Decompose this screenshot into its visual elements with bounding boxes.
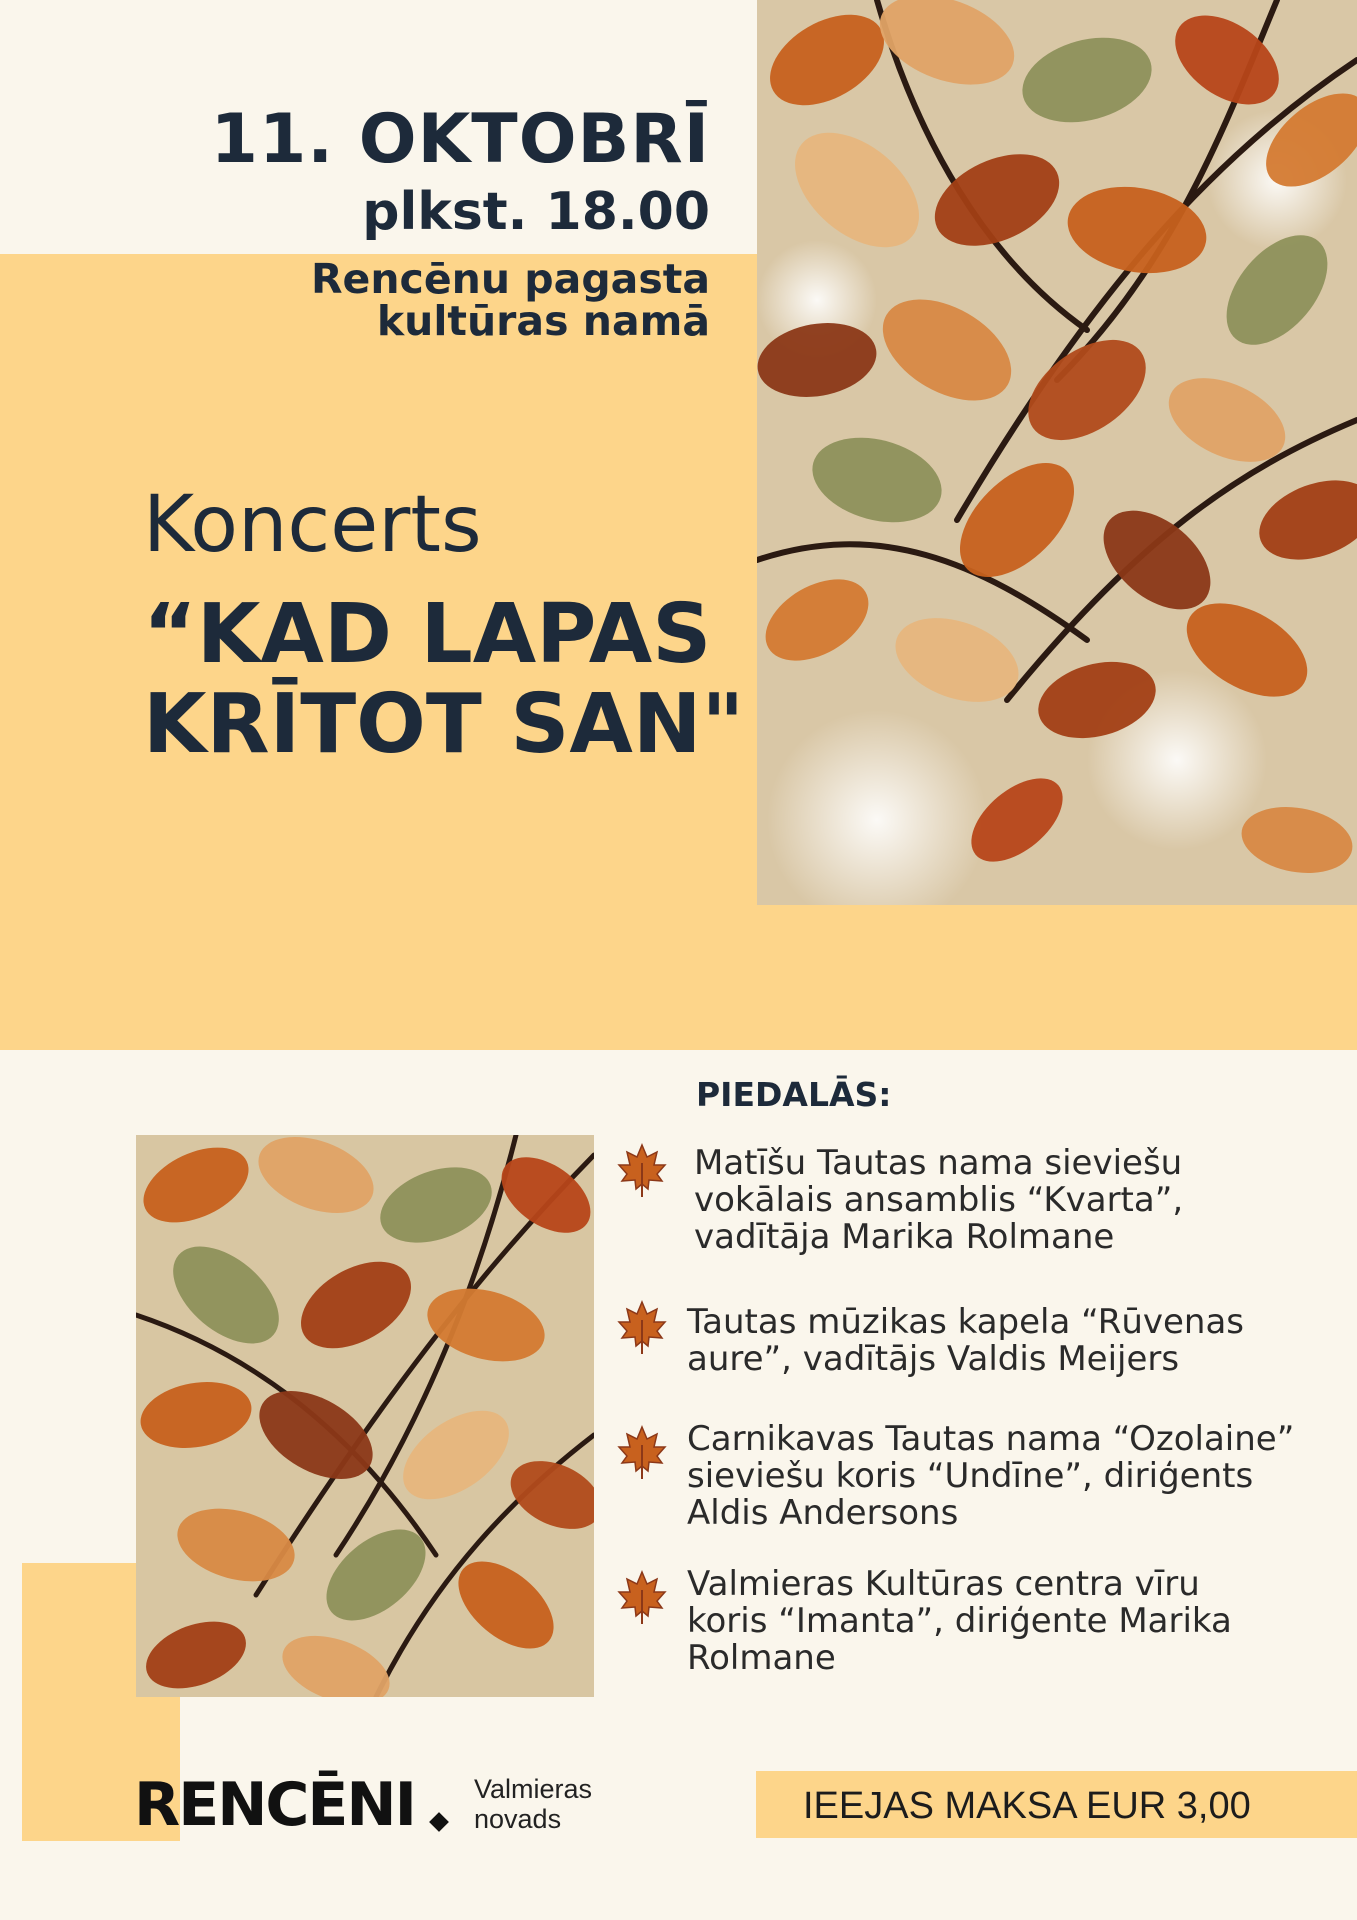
autumn-leaves-image [136,1135,594,1697]
autumn-leaves-image [757,0,1357,905]
title-line-2: KRĪTOT SAN" [143,677,745,772]
list-item [617,1419,1295,1533]
event-time: plkst. 18.00 [362,182,710,242]
region-name: Valmieras novads [474,1774,593,1834]
participants-heading: PIEDALĀS: [696,1075,892,1114]
event-type: Koncerts [143,480,482,570]
maple-leaf-icon [617,1425,667,1481]
list-item [617,1564,1232,1678]
maple-leaf-icon [617,1143,667,1199]
logo-diamond-icon [429,1812,449,1832]
entry-price: IEEJAS MAKSA EUR 3,00 [803,1785,1251,1827]
autumn-leaves-photo-main [757,0,1357,905]
autumn-leaves-photo-small [136,1135,594,1697]
participant-text: Carnikavas Tautas nama “Ozolaine” sieviešu koris “Undīne”, diriģents Aldis Andersons [687,1419,1295,1533]
title-line-1: “KAD LAPAS [143,587,712,682]
participant-text: Matīšu Tautas nama sieviešu vokālais ansamblis “Kvarta”, vadītāja Marika Rolmane [694,1143,1184,1257]
list-item [617,1300,1244,1378]
event-date: 11. OKTOBRĪ [210,100,710,179]
concert-title [143,587,745,772]
list-item [617,1143,1183,1256]
participant-text: Tautas mūzikas kapela “Rūvenas aure”, vadītājs Valdis Meijers [687,1302,1245,1379]
venue-line-1: Rencēnu pagasta [310,255,710,303]
renceni-logo: RENCĒNI [134,1770,415,1840]
venue-line-2: kultūras namā [376,297,710,345]
maple-leaf-icon [617,1300,667,1356]
participant-text: Valmieras Kultūras centra vīru koris “Imanta”, diriģente Marika Rolmane [687,1564,1232,1678]
maple-leaf-icon [617,1570,667,1626]
event-venue [310,255,710,345]
